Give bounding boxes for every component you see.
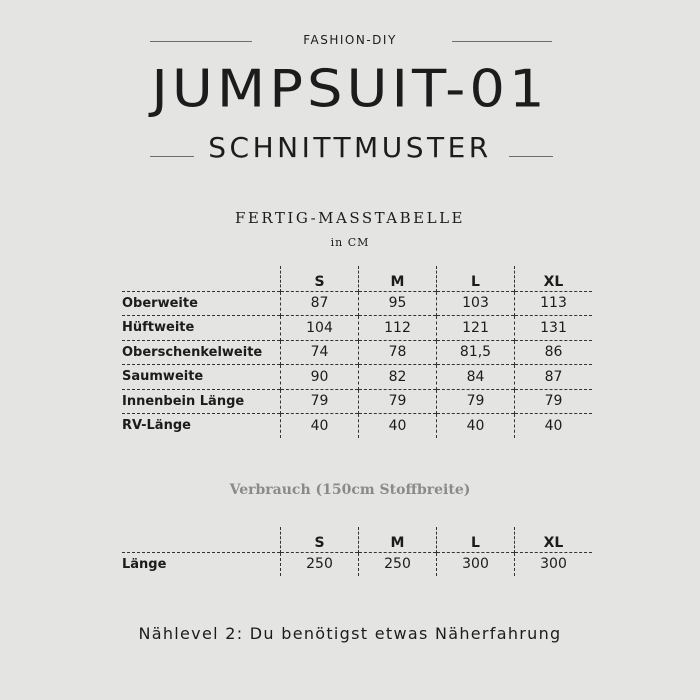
size-header: M [359, 266, 437, 291]
table-row [122, 389, 592, 414]
table-row [122, 552, 592, 576]
table-cell: 86 [515, 340, 593, 365]
table-cell: 112 [359, 316, 437, 341]
table-row [122, 365, 592, 390]
table-cell: 95 [359, 291, 437, 316]
table-cell: 40 [281, 414, 359, 438]
table-cell: 40 [359, 414, 437, 438]
table-cell: 84 [437, 365, 515, 390]
sewing-level-note: Nählevel 2: Du benötigst etwas Näherfahrung [138, 624, 562, 643]
table-cell: 87 [515, 365, 593, 390]
table-cell: 81,5 [437, 340, 515, 365]
table-cell: 103 [437, 291, 515, 316]
row-label: RV-Länge [122, 418, 191, 434]
row-label: Saumweite [122, 369, 204, 385]
table-row [122, 414, 592, 438]
row-label: Länge [122, 556, 167, 572]
size-header: XL [515, 266, 593, 291]
table-cell: 250 [281, 552, 359, 576]
page-subtitle: SCHNITTMUSTER [208, 131, 492, 164]
table-cell: 79 [281, 389, 359, 414]
table-cell: 79 [515, 389, 593, 414]
table-row [122, 340, 592, 365]
size-header: L [437, 266, 515, 291]
measure-table-title: FERTIG-MASSTABELLE [235, 209, 465, 227]
table-cell: 131 [515, 316, 593, 341]
fabric-table-header [122, 527, 592, 552]
table-row [122, 316, 592, 341]
size-header: M [359, 527, 437, 552]
fabric-table [122, 527, 592, 576]
measure-table [122, 266, 592, 438]
row-label: Innenbein Länge [122, 393, 245, 409]
corner-cell [122, 266, 281, 291]
size-header: XL [515, 527, 593, 552]
measure-table-header [122, 266, 592, 291]
size-header: S [281, 527, 359, 552]
row-label: Oberschenkelweite [122, 344, 263, 360]
table-cell: 74 [281, 340, 359, 365]
table-cell: 79 [437, 389, 515, 414]
table-cell: 121 [437, 316, 515, 341]
table-cell: 104 [281, 316, 359, 341]
size-header: S [281, 266, 359, 291]
size-header: L [437, 527, 515, 552]
table-cell: 79 [359, 389, 437, 414]
fabric-table-title: Verbrauch (150cm Stoffbreite) [229, 482, 471, 498]
table-cell: 87 [281, 291, 359, 316]
table-cell: 300 [437, 552, 515, 576]
table-cell: 250 [359, 552, 437, 576]
table-cell: 78 [359, 340, 437, 365]
table-cell: 113 [515, 291, 593, 316]
corner-cell [122, 527, 281, 552]
table-cell: 90 [281, 365, 359, 390]
table-cell: 300 [515, 552, 593, 576]
table-row [122, 291, 592, 316]
page-title: JUMPSUIT-01 [151, 59, 549, 120]
brand-label: FASHION-DIY [303, 33, 397, 47]
table-cell: 82 [359, 365, 437, 390]
table-cell: 40 [437, 414, 515, 438]
table-cell: 40 [515, 414, 593, 438]
row-label: Hüftweite [122, 320, 195, 336]
measure-table-unit: in CM [330, 236, 370, 249]
row-label: Oberweite [122, 295, 198, 311]
